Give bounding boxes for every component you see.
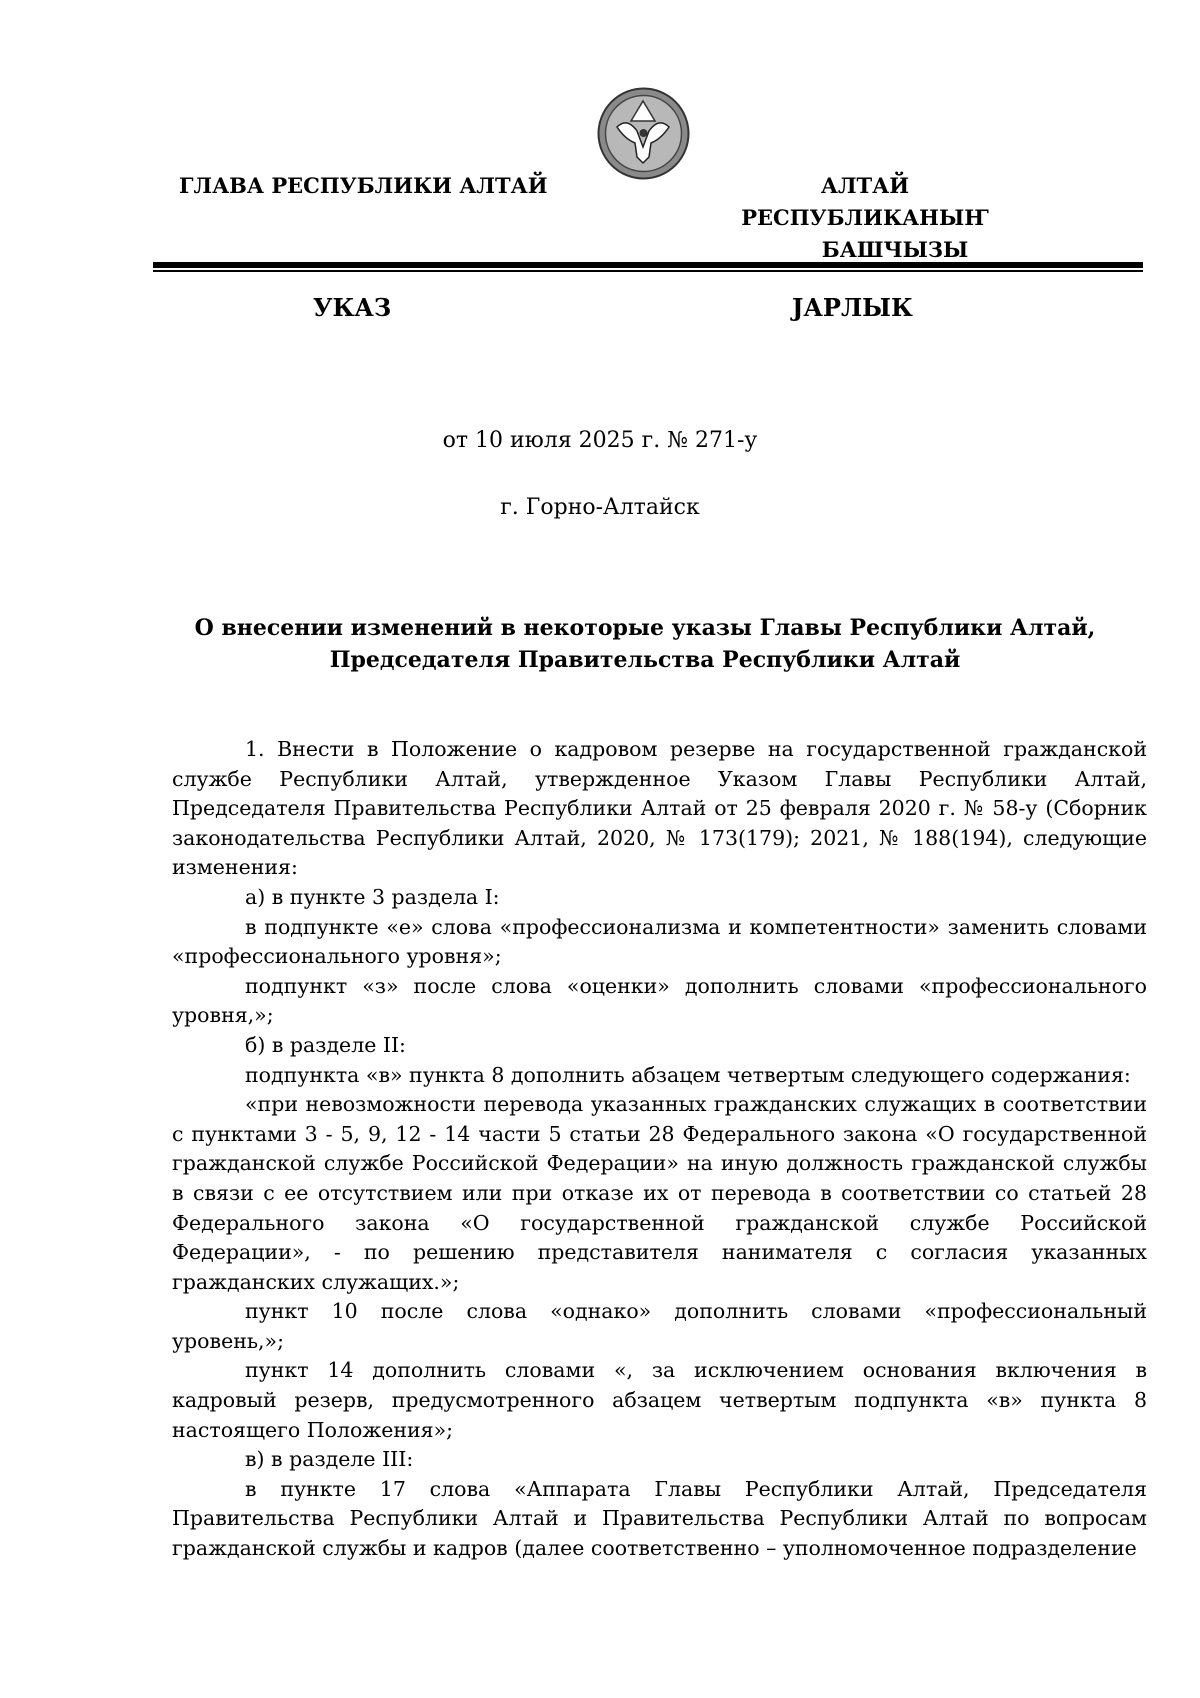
document-title (150, 612, 1140, 676)
right-header-title (700, 170, 1030, 266)
doc-type-right: JАРЛЫК (792, 293, 913, 322)
city: г. Горно-Алтайск (500, 495, 700, 520)
body-paragraph: в пункте 17 слова «Аппарата Главы Республики Алтай, Председателя Правительства Республики Алтай и Правительства Республики Алтай по вопросам гражданской службы и кадров (далее соответственно – уполномоченное подразделение (172, 1476, 1147, 1561)
right-header-title-line1: АЛТАЙ РЕСПУБЛИКАНЫҤ (741, 173, 989, 230)
body-paragraph: б) в разделе II: (245, 1032, 406, 1057)
body-paragraph: а) в пункте 3 раздела I: (245, 884, 500, 909)
document-body (172, 735, 1147, 1564)
doc-type-left: УКАЗ (313, 293, 392, 322)
body-paragraph: подпункт «з» после слова «оценки» дополнить словами «профессионального уровня,»; (172, 973, 1147, 1028)
body-paragraph: в) в разделе III: (245, 1447, 414, 1472)
body-paragraph: 1. Внести в Положение о кадровом резерве на государственной гражданской службе Республики Алтай, утвержденное Указом Главы Республики Алтай, Председателя Правительства Республики Алтай от 25 февраля 2020 г. № 58-у (Сборник законодательства Республики Алтай, 2020, № 173(179); 2021, № 188(194), следующие изменения: (172, 737, 1147, 880)
body-paragraph: пункт 10 после слова «однако» дополнить словами «профессиональный уровень,»; (172, 1299, 1147, 1353)
body-paragraph: пункт 14 дополнить словами «, за исключением основания включения в кадровый резерв, предусмотренного абзацем четвертым подпункта «в» пункта 8 настоящего Положения»; (172, 1358, 1147, 1442)
right-header-title-line2: БАШЧЫЗЫ (821, 237, 969, 262)
republic-altai-emblem-icon (597, 87, 690, 180)
document-title-line1: О внесении изменений в некоторые указы Главы Республики Алтай, (194, 615, 1096, 641)
left-header-title: ГЛАВА РЕСПУБЛИКИ АЛТАЙ (179, 173, 548, 198)
body-paragraph: в подпункте «е» слова «профессионализма и компетентности» заменить словами «профессионального уровня»; (172, 914, 1147, 969)
body-paragraph: «при невозможности перевода указанных гражданских служащих в соответствии с пунктами 3 - 5, 9, 12 - 14 части 5 статьи 28 Федерального закона «О государственной гражданской службе Российской Федерации» на иную должность гражданской службы в связи с ее отсутствием или при отказе их от перевода в соответствии со статьей 28 Федерального закона «О государственной гражданской службе Российской Федерации», - по решению представителя нанимателя с согласия указанных гражданских служащих.»; (172, 1092, 1147, 1294)
header-rule-thin (153, 270, 1143, 272)
date-number: от 10 июля 2025 г. № 271-у (442, 428, 758, 453)
header-rule-thick (153, 262, 1143, 268)
document-title-line2: Председателя Правительства Республики Алтай (329, 647, 961, 673)
body-paragraph: подпункта «в» пункта 8 дополнить абзацем четвертым следующего содержания: (245, 1062, 1131, 1087)
